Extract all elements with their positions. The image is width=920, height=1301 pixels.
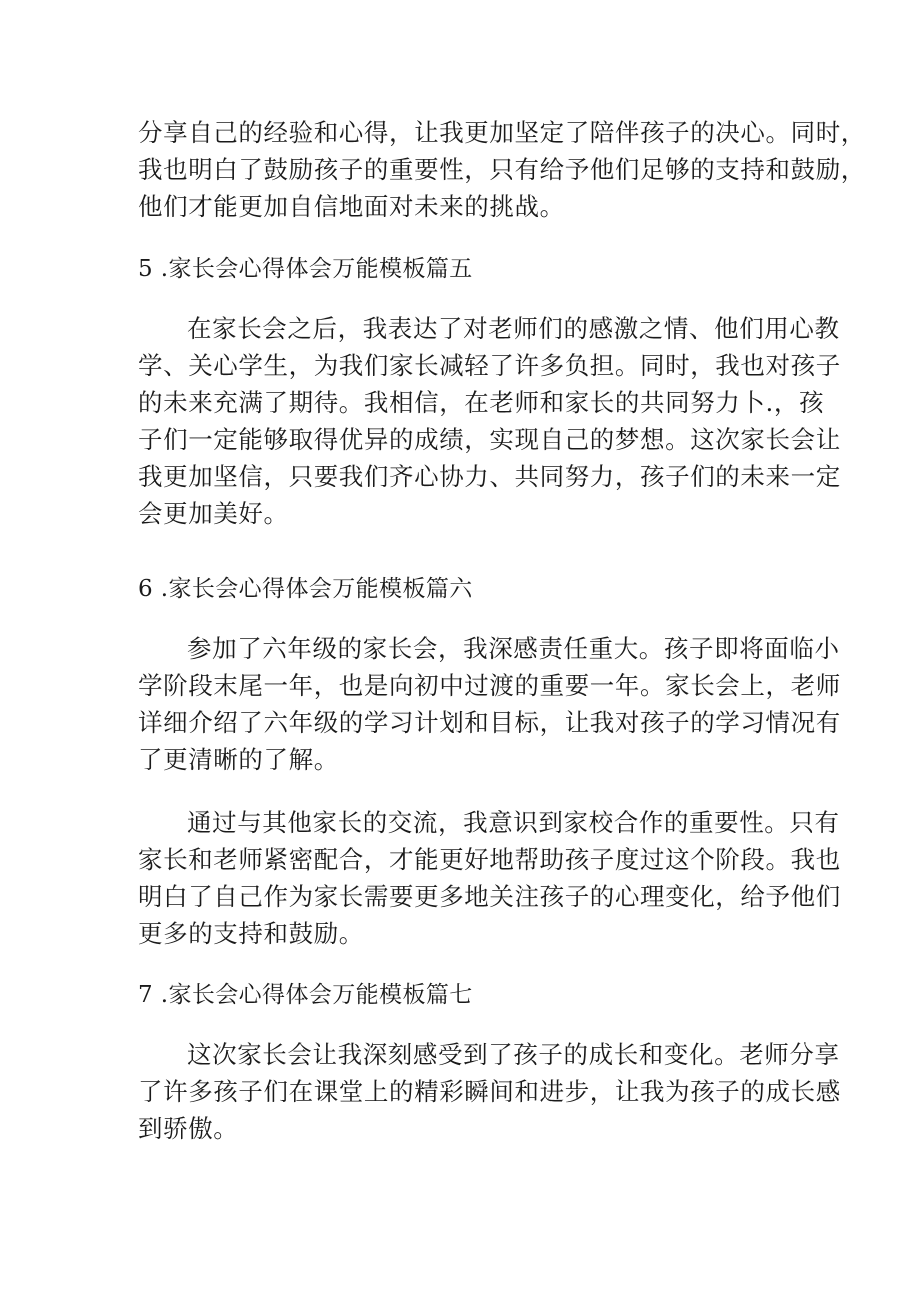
section-6-paragraph-2 <box>138 804 841 952</box>
intro-paragraph <box>138 114 866 225</box>
section-heading-7: 7 .家长会心得体会万能模板篇七 <box>138 982 473 1008</box>
section-heading-5: 5 .家长会心得体会万能模板篇五 <box>138 256 473 282</box>
text-line: 学阶段末尾一年，也是向初中过渡的重要一年。家长会上，老师 <box>138 671 841 700</box>
text-line: 更多的支持和鼓励。 <box>138 919 364 948</box>
text-line: 到骄傲。 <box>138 1114 239 1143</box>
text-line: 家长和老师紧密配合，才能更好地帮助孩子度过这个阶段。我也 <box>138 845 841 874</box>
text-line: 明白了自己作为家长需要更多地关注孩子的心理变化，给予他们 <box>138 882 841 911</box>
text-line: 分享自己的经验和心得，让我更加坚定了陪伴孩子的决心。同时， <box>138 118 866 147</box>
text-line: 详细介绍了六年级的学习计划和目标，让我对孩子的学习情况有 <box>138 708 841 737</box>
section-5-paragraph-1 <box>138 310 841 532</box>
section-heading-6: 6 .家长会心得体会万能模板篇六 <box>138 576 473 602</box>
text-line: 子们一定能够取得优异的成绩，实现自己的梦想。这次家长会让 <box>138 425 841 454</box>
text-line: 参加了六年级的家长会，我深感责任重大。孩子即将面临小 <box>187 634 840 663</box>
text-line: 在家长会之后，我表达了对老师们的感激之情、他们用心教 <box>187 314 840 343</box>
text-line: 了更清晰的了解。 <box>138 745 339 774</box>
text-line: 这次家长会让我深刻感受到了孩子的成长和变化。老师分享 <box>187 1040 840 1069</box>
text-line: 通过与其他家长的交流，我意识到家校合作的重要性。只有 <box>187 808 840 837</box>
section-6-paragraph-1 <box>138 630 841 778</box>
section-7-paragraph-1 <box>138 1036 841 1147</box>
text-line: 的未来充满了期待。我相信，在老师和家长的共同努力卜.，孩 <box>138 388 825 417</box>
text-line: 他们才能更加自信地面对未来的挑战。 <box>138 192 565 221</box>
text-line: 了许多孩子们在课堂上的精彩瞬间和进步，让我为孩子的成长感 <box>138 1077 841 1106</box>
text-line: 会更加美好。 <box>138 499 289 528</box>
text-line: 我更加坚信，只要我们齐心协力、共同努力，孩子们的未来一定 <box>138 462 841 491</box>
text-line: 学、关心学生，为我们家长减轻了许多负担。同时，我也对孩子 <box>138 351 841 380</box>
text-line: 我也明白了鼓励孩子的重要性，只有给予他们足够的支持和鼓励， <box>138 155 866 184</box>
